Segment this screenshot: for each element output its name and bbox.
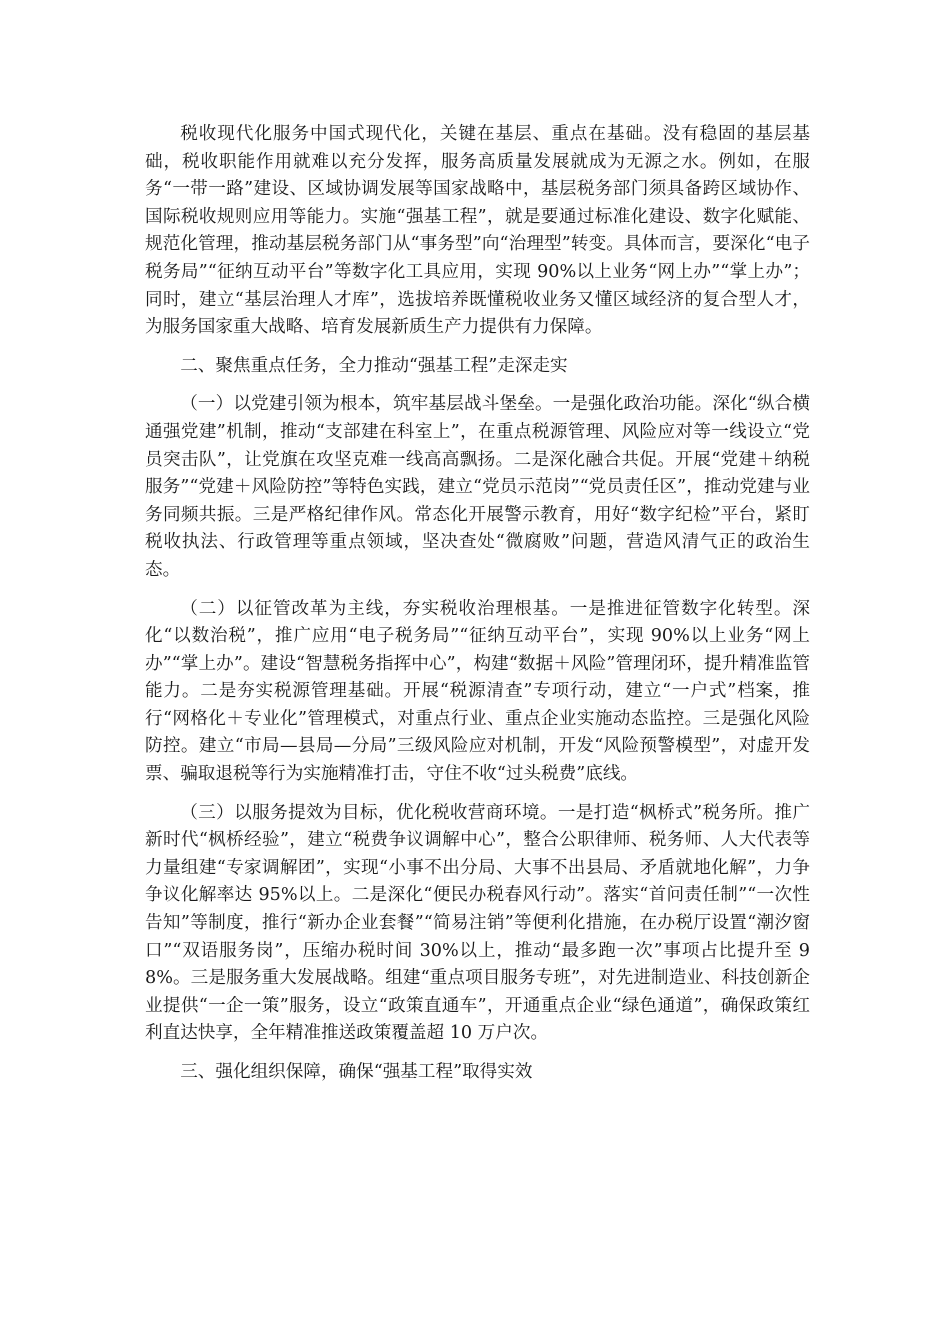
document-page bbox=[145, 121, 810, 1098]
section-heading-3: 三、强化组织保障，确保“强基工程”取得实效 bbox=[180, 1062, 533, 1082]
body-paragraph-party-building: （一）以党建引领为根本，筑牢基层战斗堡垒。一是强化政治功能。深化“纵合横通强党建”机制，推动“支部建在科室上”，在重点税源管理、风险应对等一线设立“党员突击队”，让党旗在攻坚克难一线高高飘扬。二是深化融合共促。开展“党建＋纳税服务”“党建＋风险防控”等特色实践，建立“党员示范岗”“党员责任区”，推动党建与业务同频共振。三是严格纪律作风。常态化开展警示教育，用好“数字纪检”平台，紧盯税收执法、行政管理等重点领域，坚决查处“微腐败”问题，营造风清气正的政治生态。 bbox=[145, 394, 810, 580]
body-paragraph-tax-administration: （二）以征管改革为主线，夯实税收治理根基。一是推进征管数字化转型。深化“以数治税”，推广应用“电子税务局”“征纳互动平台”，实现 90%以上业务“网上办”“掌上办”。建设“智慧税务指挥中心”，构建“数据＋风险”管理闭环，提升精准监管能力。二是夯实税源管理基础。开展“税源清查”专项行动，建立“一户式”档案，推行“网格化＋专业化”管理模式，对重点行业、重点企业实施动态监控。三是强化风险防控。建立“市局—县局—分局”三级风险应对机制，开发“风险预警模型”，对虚开发票、骗取退税等行为实施精准打击，守住不收“过头税费”底线。 bbox=[145, 598, 810, 785]
section-heading-2: 二、聚焦重点任务，全力推动“强基工程”走深走实 bbox=[180, 355, 568, 376]
body-paragraph-service: （三）以服务提效为目标，优化税收营商环境。一是打造“枫桥式”税务所。推广新时代“枫桥经验”，建立“税费争议调解中心”，整合公职律师、税务师、人大代表等力量组建“专家调解团”，实现“小事不出分局、大事不出县局、矛盾就地化解”，力争争议化解率达 95%以上。二是深化“便民办税春风行动”。落实“首问责任制”“一次性告知”等制度，推行“新办企业套餐”“简易注销”等便利化措施，在办税厅设置“潮汐窗口”“双语服务岗”，压缩办税时间 30%以上，推动“最多跑一次”事项占比提升至 98%。三是服务重大发展战略。组建“重点项目服务专班”，对先进制造业、科技创新企业提供“一企一策”服务，设立“政策直通车”，开通重点企业“绿色通道”，确保政策红利直达快享，全年精准推送政策覆盖超 10 万户次。 bbox=[145, 802, 810, 1044]
body-paragraph-intro: 税收现代化服务中国式现代化，关键在基层、重点在基础。没有稳固的基层基础，税收职能作用就难以充分发挥，服务高质量发展就成为无源之水。例如，在服务“一带一路”建设、区域协调发展等国家战略中，基层税务部门须具备跨区域协作、国际税收规则应用等能力。实施“强基工程”，就是要通过标准化建设、数字化赋能、规范化管理，推动基层税务部门从“事务型”向“治理型”转变。具体而言，要深化“电子税务局”“征纳互动平台”等数字化工具应用，实现 90%以上业务“网上办”“掌上办”；同时，建立“基层治理人才库”，选拔培养既懂税收业务又懂区域经济的复合型人才，为服务国家重大战略、培育发展新质生产力提供有力保障。 bbox=[145, 124, 810, 338]
